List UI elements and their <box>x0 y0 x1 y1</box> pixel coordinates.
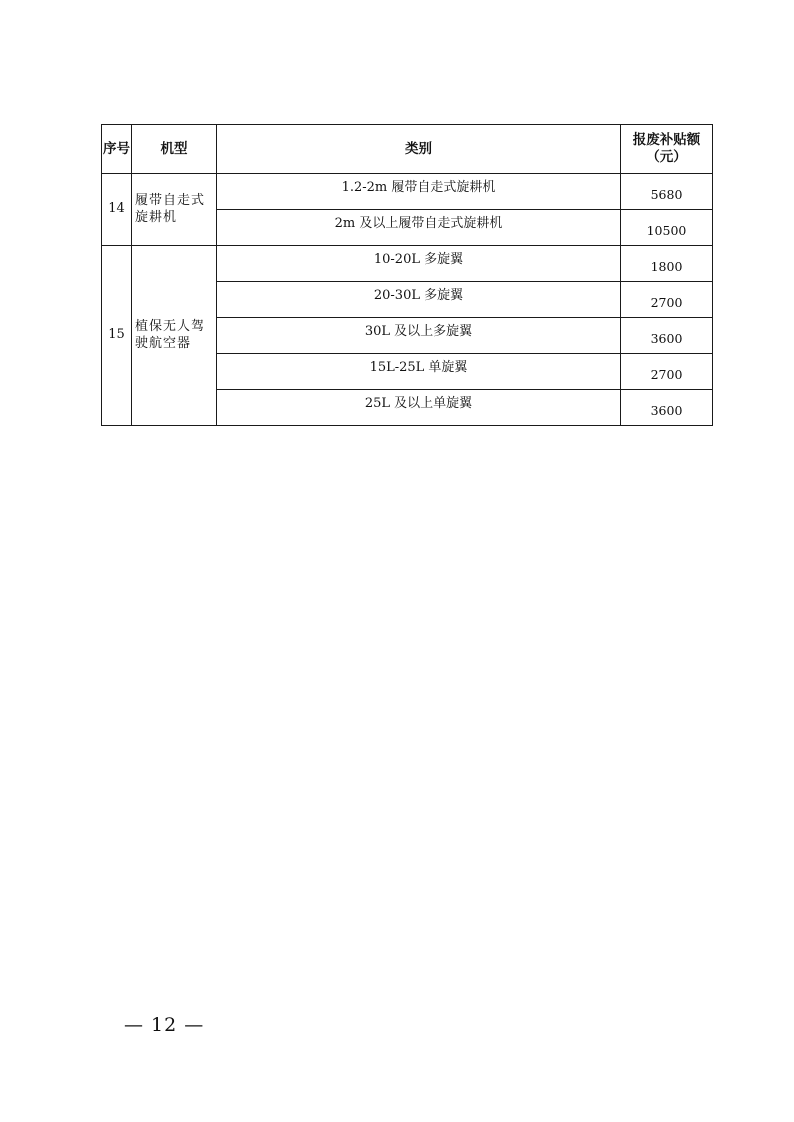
category-cell: 15L-25L 单旋翼 <box>217 354 621 390</box>
amount-cell: 3600 <box>621 318 713 354</box>
amount-cell: 1800 <box>621 246 713 282</box>
amount-cell: 2700 <box>621 282 713 318</box>
amount-cell: 5680 <box>621 174 713 210</box>
header-category: 类别 <box>217 125 621 174</box>
amount-cell: 2700 <box>621 354 713 390</box>
model-cell: 履带自走式旋耕机 <box>132 174 217 246</box>
category-cell: 20-30L 多旋翼 <box>217 282 621 318</box>
header-amount-line1: 报废补贴额 <box>632 132 701 149</box>
model-cell: 植保无人驾驶航空器 <box>132 246 217 426</box>
category-cell: 30L 及以上多旋翼 <box>217 318 621 354</box>
page-number: — 12 — <box>124 1014 205 1036</box>
header-amount <box>621 125 713 174</box>
category-cell: 2m 及以上履带自走式旋耕机 <box>217 210 621 246</box>
seq-cell: 14 <box>102 174 132 246</box>
amount-cell: 3600 <box>621 390 713 426</box>
header-amount-line2: （元） <box>646 149 687 165</box>
category-cell: 10-20L 多旋翼 <box>217 246 621 282</box>
table-header-row <box>102 125 713 174</box>
category-cell: 25L 及以上单旋翼 <box>217 390 621 426</box>
header-model: 机型 <box>132 125 217 174</box>
seq-cell: 15 <box>102 246 132 426</box>
subsidy-table <box>101 124 713 426</box>
table-row <box>102 174 713 210</box>
table-row <box>102 246 713 282</box>
category-cell: 1.2-2m 履带自走式旋耕机 <box>217 174 621 210</box>
header-seq: 序号 <box>102 125 132 174</box>
amount-cell: 10500 <box>621 210 713 246</box>
